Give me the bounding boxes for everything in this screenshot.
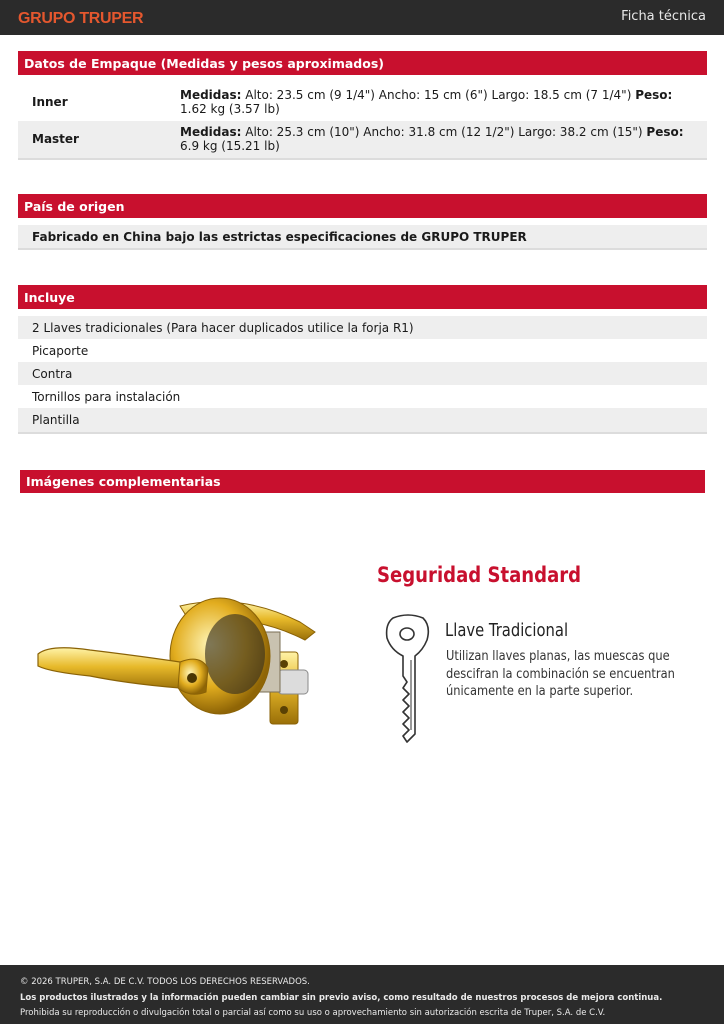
- footer-notice: Los productos ilustrados y la información pueden cambiar sin previo aviso, como resultado de nuestros procesos de mejora continua.: [20, 992, 663, 1003]
- table-row: [18, 121, 707, 160]
- security-title: Seguridad Standard: [377, 563, 582, 587]
- list-item: Tornillos para instalación: [32, 390, 181, 404]
- key-icon: [383, 614, 433, 746]
- packaging-label: Master: [32, 132, 79, 146]
- packaging-value: Medidas: Alto: 25.3 cm (10") Ancho: 31.8 cm (12 1/2") Largo: 38.2 cm (15") Peso: 6.9 kg (15.21 lb): [180, 125, 684, 153]
- key-description: Utilizan llaves planas, las muescas que descifran la combinación se encuentran únicamente en la parte superior.: [446, 649, 675, 699]
- truper-logo: GRUPO TRUPER: [18, 10, 144, 27]
- list-item: 2 Llaves tradicionales (Para hacer duplicados utilice la forja R1): [18, 316, 707, 339]
- top-bar: [0, 0, 724, 35]
- section-header-includes: Incluye: [18, 285, 707, 309]
- list-item: Plantilla: [18, 408, 707, 434]
- section-header-packaging: Datos de Empaque (Medidas y pesos aproximados): [18, 51, 707, 75]
- footer-prohibition: Prohibida su reproducción o divulgación total o parcial así como su uso o aprovechamiento sin autorización escrita de Truper, S.A. de C.V.: [20, 1008, 606, 1018]
- footer-copyright: © 2026 TRUPER, S.A. DE C.V. TODOS LOS DERECHOS RESERVADOS.: [20, 977, 310, 987]
- list-item: Picaporte: [32, 344, 89, 358]
- footer: [0, 965, 724, 1024]
- origin-text: Fabricado en China bajo las estrictas especificaciones de GRUPO TRUPER: [32, 230, 527, 244]
- list-item: Contra: [18, 362, 707, 385]
- packaging-label: Inner: [32, 95, 68, 109]
- lever-lock-image: [30, 592, 320, 732]
- table-row: [18, 81, 707, 121]
- section-header-origin: País de origen: [18, 194, 707, 218]
- section-header-images: Imágenes complementarias: [20, 470, 705, 493]
- page-title: Ficha técnica: [621, 9, 706, 24]
- origin-row: [18, 225, 707, 250]
- packaging-value: Medidas: Alto: 23.5 cm (9 1/4") Ancho: 15 cm (6") Largo: 18.5 cm (7 1/4") Peso: 1.62 kg (3.57 lb): [180, 88, 673, 116]
- key-title: Llave Tradicional: [445, 620, 569, 641]
